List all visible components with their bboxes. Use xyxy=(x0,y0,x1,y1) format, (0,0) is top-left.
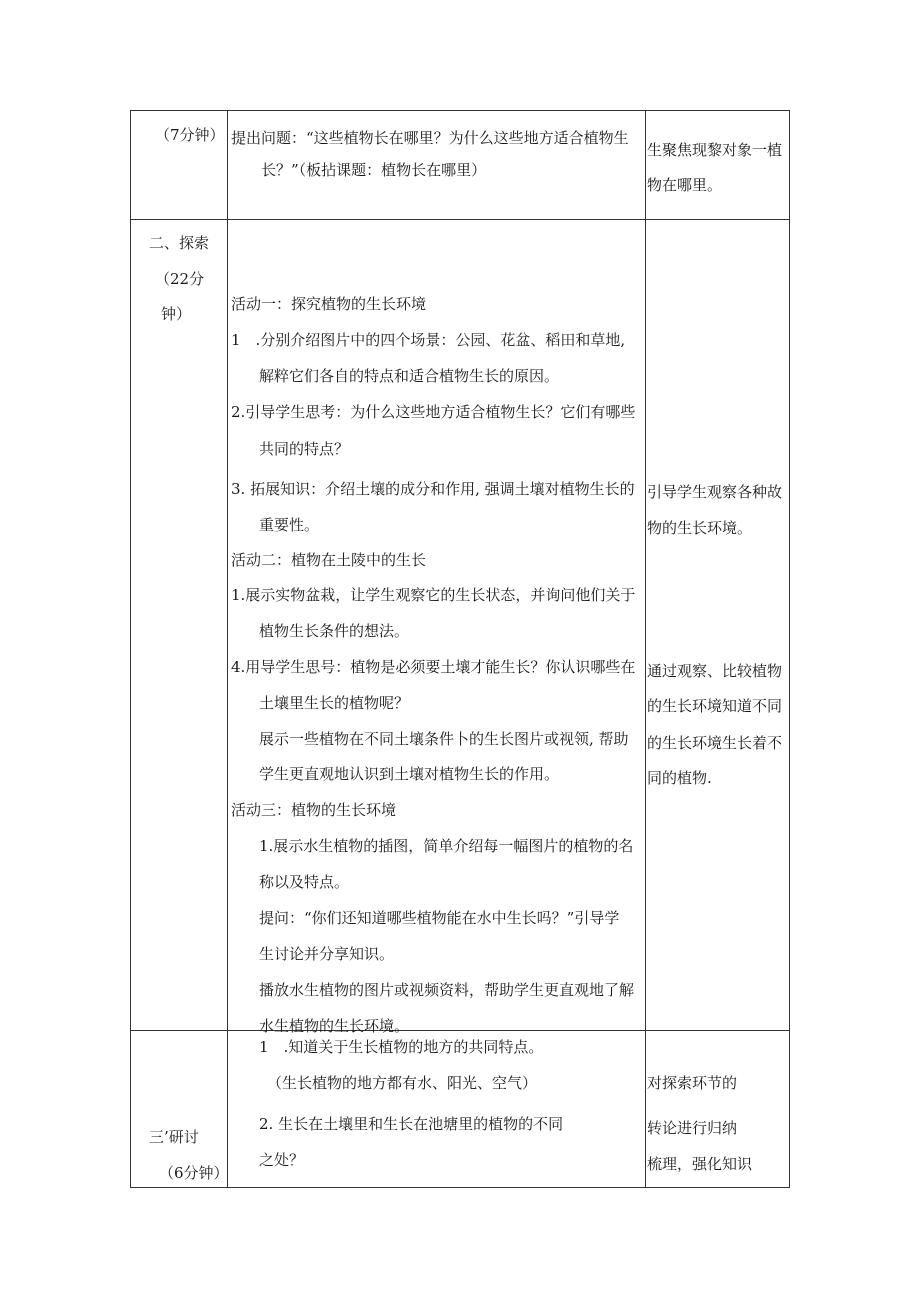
content-line: 2.引导学生思考：为什么这些地方适合植物生长？它们有哪些 xyxy=(231,403,636,421)
intent-line: 梳理，强化知识 xyxy=(647,1155,753,1173)
row-divider xyxy=(131,1030,789,1031)
intent-line: 物在哪里。 xyxy=(647,176,723,194)
intent-line: 物的生长环境。 xyxy=(647,519,753,537)
intent-line: 的生长环境生长着不 xyxy=(647,734,783,752)
intent-line: 引导学生观察各种故 xyxy=(647,483,783,501)
content-line: 3. 拓展知识：介绍土壤的成分和作用, 强调土壤对植物生长的 xyxy=(231,480,635,498)
content-line: 学生更直观地认识到土壤对植物生长的作用。 xyxy=(259,765,560,783)
content-line: 提出问题：“这些植物长在哪里？为什么这些地方适合植物生 xyxy=(231,129,629,147)
intent-line: 对探索环节的 xyxy=(647,1074,738,1092)
activity-heading: 活动一：探究植物的生长环境 xyxy=(231,295,427,313)
content-line: 共同的特点？ xyxy=(259,440,350,458)
content-line: 土壤里生长的植物呢？ xyxy=(259,694,410,712)
content-line: 1.展示水生植物的插图，简单介绍每一幅图片的植物的名 xyxy=(259,837,634,855)
lesson-plan-table xyxy=(130,110,790,1188)
intent-line: 通过观察、比较植物 xyxy=(647,662,783,680)
stage-label: 钟） xyxy=(161,305,192,323)
intent-line: 同的植物. xyxy=(647,769,712,787)
content-line: 水生植物的生长环境。 xyxy=(259,1017,410,1035)
activity-heading: 活动二：植物在土陵中的生长 xyxy=(231,551,427,569)
stage-label: 二、探索 xyxy=(149,234,210,252)
activity-heading: 活动三：植物的生长环境 xyxy=(231,801,397,819)
content-line: 提问：“你们还知道哪些植物能在水中生长吗？”引导学 xyxy=(259,909,620,927)
column-divider xyxy=(227,111,228,1187)
content-line: 展示一些植物在不同土壤条件卜的生长图片或视领, 帮助 xyxy=(259,730,629,748)
content-line: 重要性。 xyxy=(259,516,320,534)
content-line: 播放水生植物的图片或视频资料，帮助学生更直观地了解 xyxy=(259,981,635,999)
content-line: 生讨论并分享知识。 xyxy=(259,945,395,963)
stage-label: （22分 xyxy=(155,270,205,288)
content-line: 4.用导学生思号：植物是必须要土壤才能生长？你认识哪些在 xyxy=(231,658,636,676)
intent-line: 生聚焦现黎对象一植 xyxy=(647,141,783,159)
content-line: （生长植物的地方都有水、阳光、空气） xyxy=(267,1074,538,1092)
stage-label: （6分钟） xyxy=(159,1164,229,1182)
content-line: 之处？ xyxy=(259,1151,305,1169)
content-line: 长？”（板拈课题：植物长在哪里） xyxy=(261,161,487,179)
column-divider xyxy=(645,111,646,1187)
stage-label: （7分钟） xyxy=(155,126,225,144)
content-line: 1 .分别介绍图片中的四个场景：公园、花盆、稻田和草地, xyxy=(231,331,626,349)
content-line: 解粹它们各自的特点和适合植物生长的原因。 xyxy=(259,367,560,385)
content-line: 植物生长条件的想法。 xyxy=(259,622,410,640)
content-line: 称以及特点。 xyxy=(259,873,350,891)
content-line: 1 .知道关于生长植物的地方的共同特点。 xyxy=(259,1038,544,1056)
content-line: 1.展示实物盆栽，让学生观察它的生长状态，并询问他们关于 xyxy=(231,586,636,604)
row-divider xyxy=(131,219,789,220)
intent-line: 转论进行归纳 xyxy=(647,1119,738,1137)
content-line: 2. 生长在土壤里和生长在池塘里的植物的不同 xyxy=(259,1115,564,1133)
intent-line: 的生长环境知道不同 xyxy=(647,697,783,715)
stage-label: 三’研讨 xyxy=(149,1128,199,1146)
